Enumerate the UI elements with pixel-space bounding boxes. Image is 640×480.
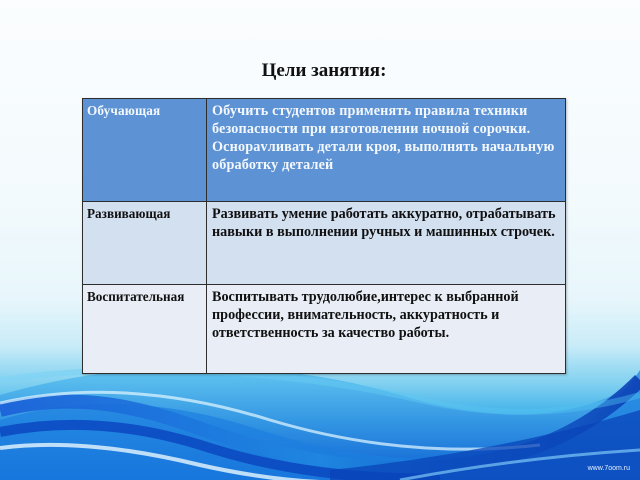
slide-title-text: Цели занятия: bbox=[261, 60, 387, 81]
lesson-goals-table bbox=[82, 98, 566, 374]
goal-type-label: Развивающая bbox=[83, 202, 207, 285]
goal-type-label: Обучающая bbox=[83, 99, 207, 202]
table-row-teaching bbox=[83, 99, 566, 202]
goal-description: Обучить студентов применять правила техники безопасности при изготовлении ночной сорочки. Оснорavливать детали кроя, выполнять начальную обработку деталей bbox=[207, 99, 566, 202]
goal-description: Развивать умение работать аккуратно, отрабатывать навыки в выполнении ручных и машинных строчек. bbox=[207, 202, 566, 285]
watermark-text: www.7oom.ru bbox=[587, 465, 630, 472]
goal-description: Воспитывать трудолюбие,интерес к выбранной профессии, внимательность, аккуратность и ответственность за качество работы. bbox=[207, 285, 566, 374]
table-row-developing bbox=[83, 202, 566, 285]
goal-type-label: Воспитательная bbox=[83, 285, 207, 374]
table-row-educational bbox=[83, 285, 566, 374]
slide-title bbox=[0, 60, 640, 82]
